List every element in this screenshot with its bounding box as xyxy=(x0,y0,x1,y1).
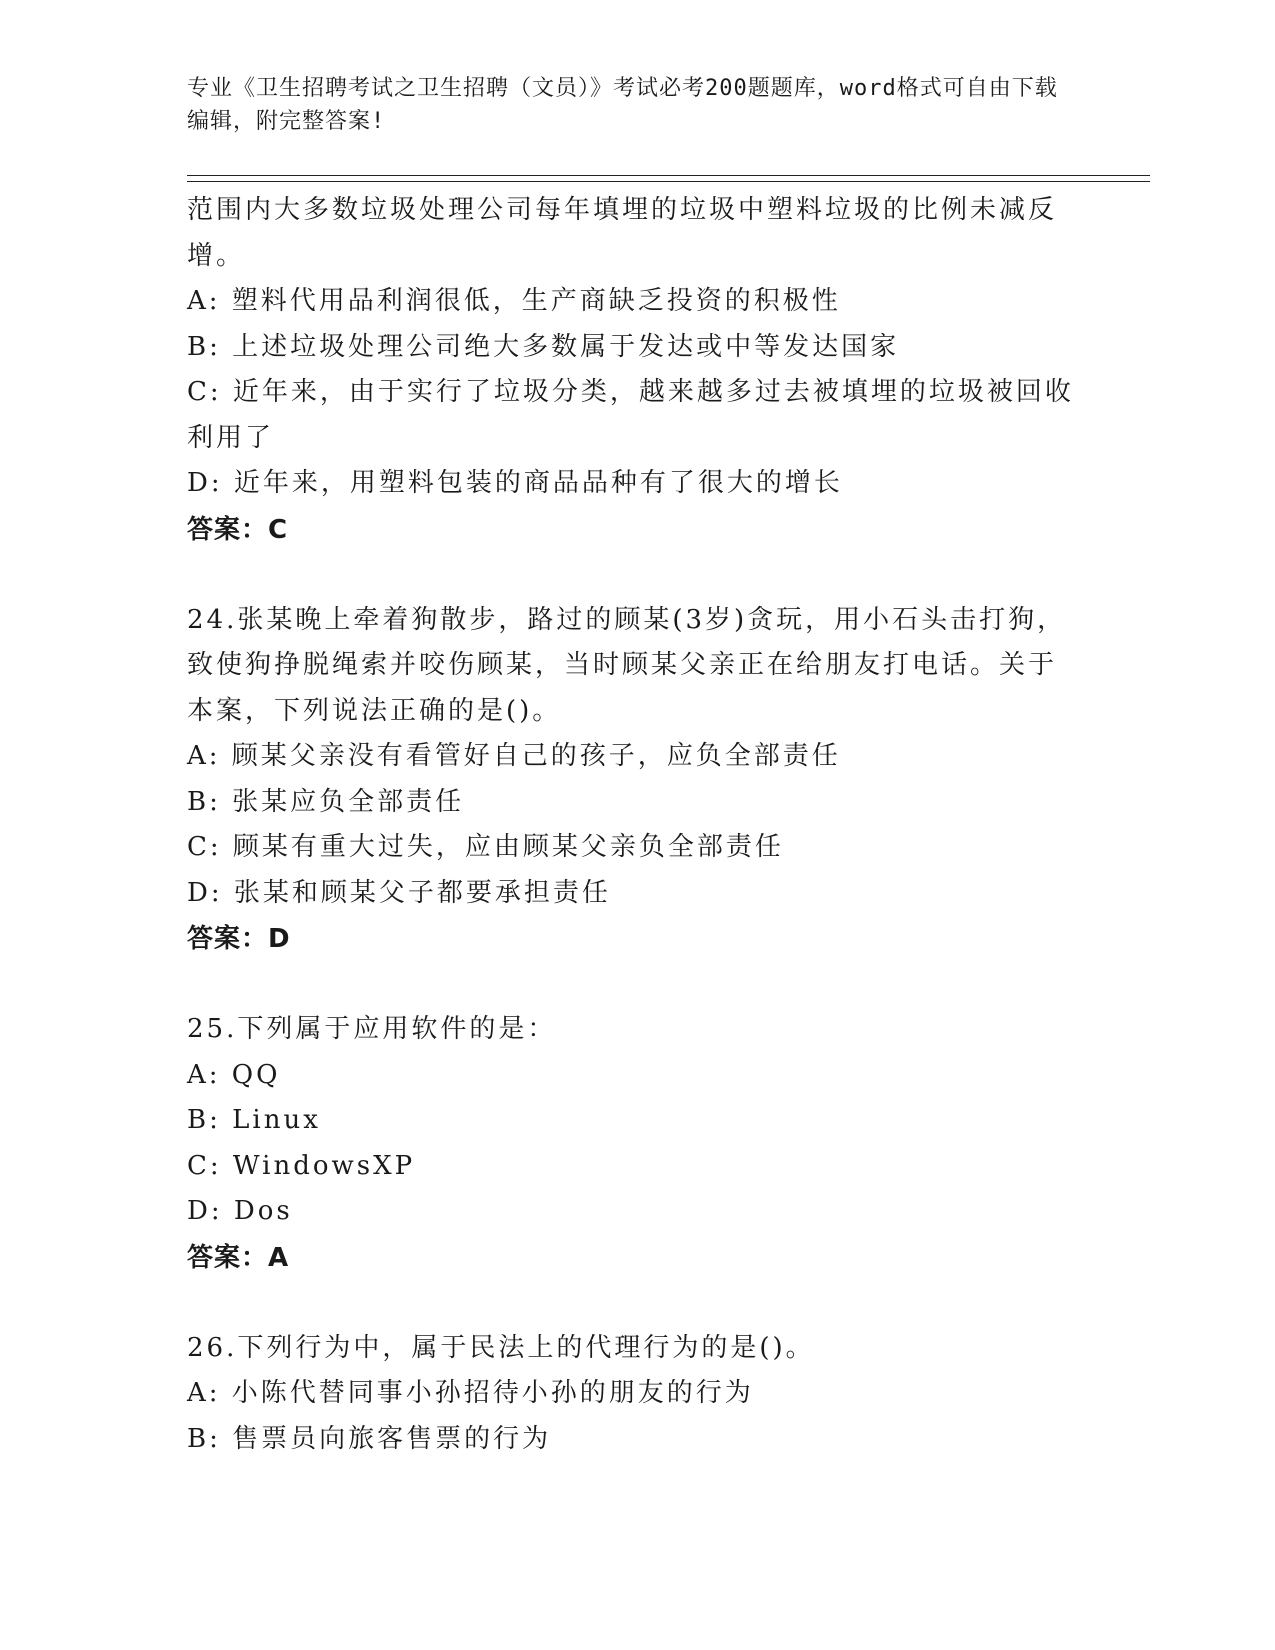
question-25 xyxy=(187,1007,1087,1281)
question-26 xyxy=(187,1326,1087,1463)
question-content xyxy=(187,188,1087,1462)
option-a: A: 小陈代替同事小孙招待小孙的朋友的行为 xyxy=(187,1378,754,1408)
option-c: C: WindowsXP xyxy=(187,1150,416,1181)
option-d: D: 近年来，用塑料包装的商品品种有了很大的增长 xyxy=(187,468,843,498)
question-stem-line: 25.下列属于应用软件的是： xyxy=(187,1014,557,1044)
option-c-continued: 利用了 xyxy=(187,422,275,453)
option-a: A: 塑料代用品利润很低，生产商缺乏投资的积极性 xyxy=(187,286,841,316)
answer: 答案：A xyxy=(187,1242,290,1273)
option-d: D: 张某和顾某父子都要承担责任 xyxy=(187,877,611,908)
option-a: A: 顾某父亲没有看管好自己的孩子，应负全部责任 xyxy=(187,741,841,771)
option-c: C: 顾某有重大过失，应由顾某父亲负全部责任 xyxy=(187,832,784,862)
document-header: 专业《卫生招聘考试之卫生招聘（文员）》考试必考200题题库，word格式可自由下载编辑，附完整答案! xyxy=(187,76,1058,134)
answer: 答案：D xyxy=(187,924,291,954)
header-rule-top xyxy=(187,175,1150,176)
question-23 xyxy=(187,188,1087,553)
option-d: D: Dos xyxy=(187,1196,293,1226)
option-c: C: 近年来，由于实行了垃圾分类，越来越多过去被填埋的垃圾被回收 xyxy=(187,377,1074,407)
option-b: B: 上述垃圾处理公司绝大多数属于发达或中等发达国家 xyxy=(187,331,900,362)
question-stem-line: 24.张某晚上牵着狗散步，路过的顾某(3岁)贪玩，用小石头击打狗， xyxy=(187,604,1067,635)
option-b: B: Linux xyxy=(187,1105,321,1135)
answer: 答案：C xyxy=(187,514,289,545)
question-stem-line: 本案，下列说法正确的是()。 xyxy=(187,695,562,726)
question-stem-line: 致使狗挣脱绳索并咬伤顾某，当时顾某父亲正在给朋友打电话。关于 xyxy=(187,650,1058,680)
question-stem-line: 范围内大多数垃圾处理公司每年填埋的垃圾中塑料垃圾的比例未减反 xyxy=(187,195,1058,225)
question-stem-line: 增。 xyxy=(187,240,246,271)
header-rule-bottom xyxy=(187,181,1150,182)
question-24 xyxy=(187,598,1087,963)
option-a: A: QQ xyxy=(187,1059,281,1090)
question-stem-line: 26.下列行为中，属于民法上的代理行为的是()。 xyxy=(187,1332,815,1363)
option-b: B: 张某应负全部责任 xyxy=(187,786,465,817)
option-b: B: 售票员向旅客售票的行为 xyxy=(187,1423,552,1454)
